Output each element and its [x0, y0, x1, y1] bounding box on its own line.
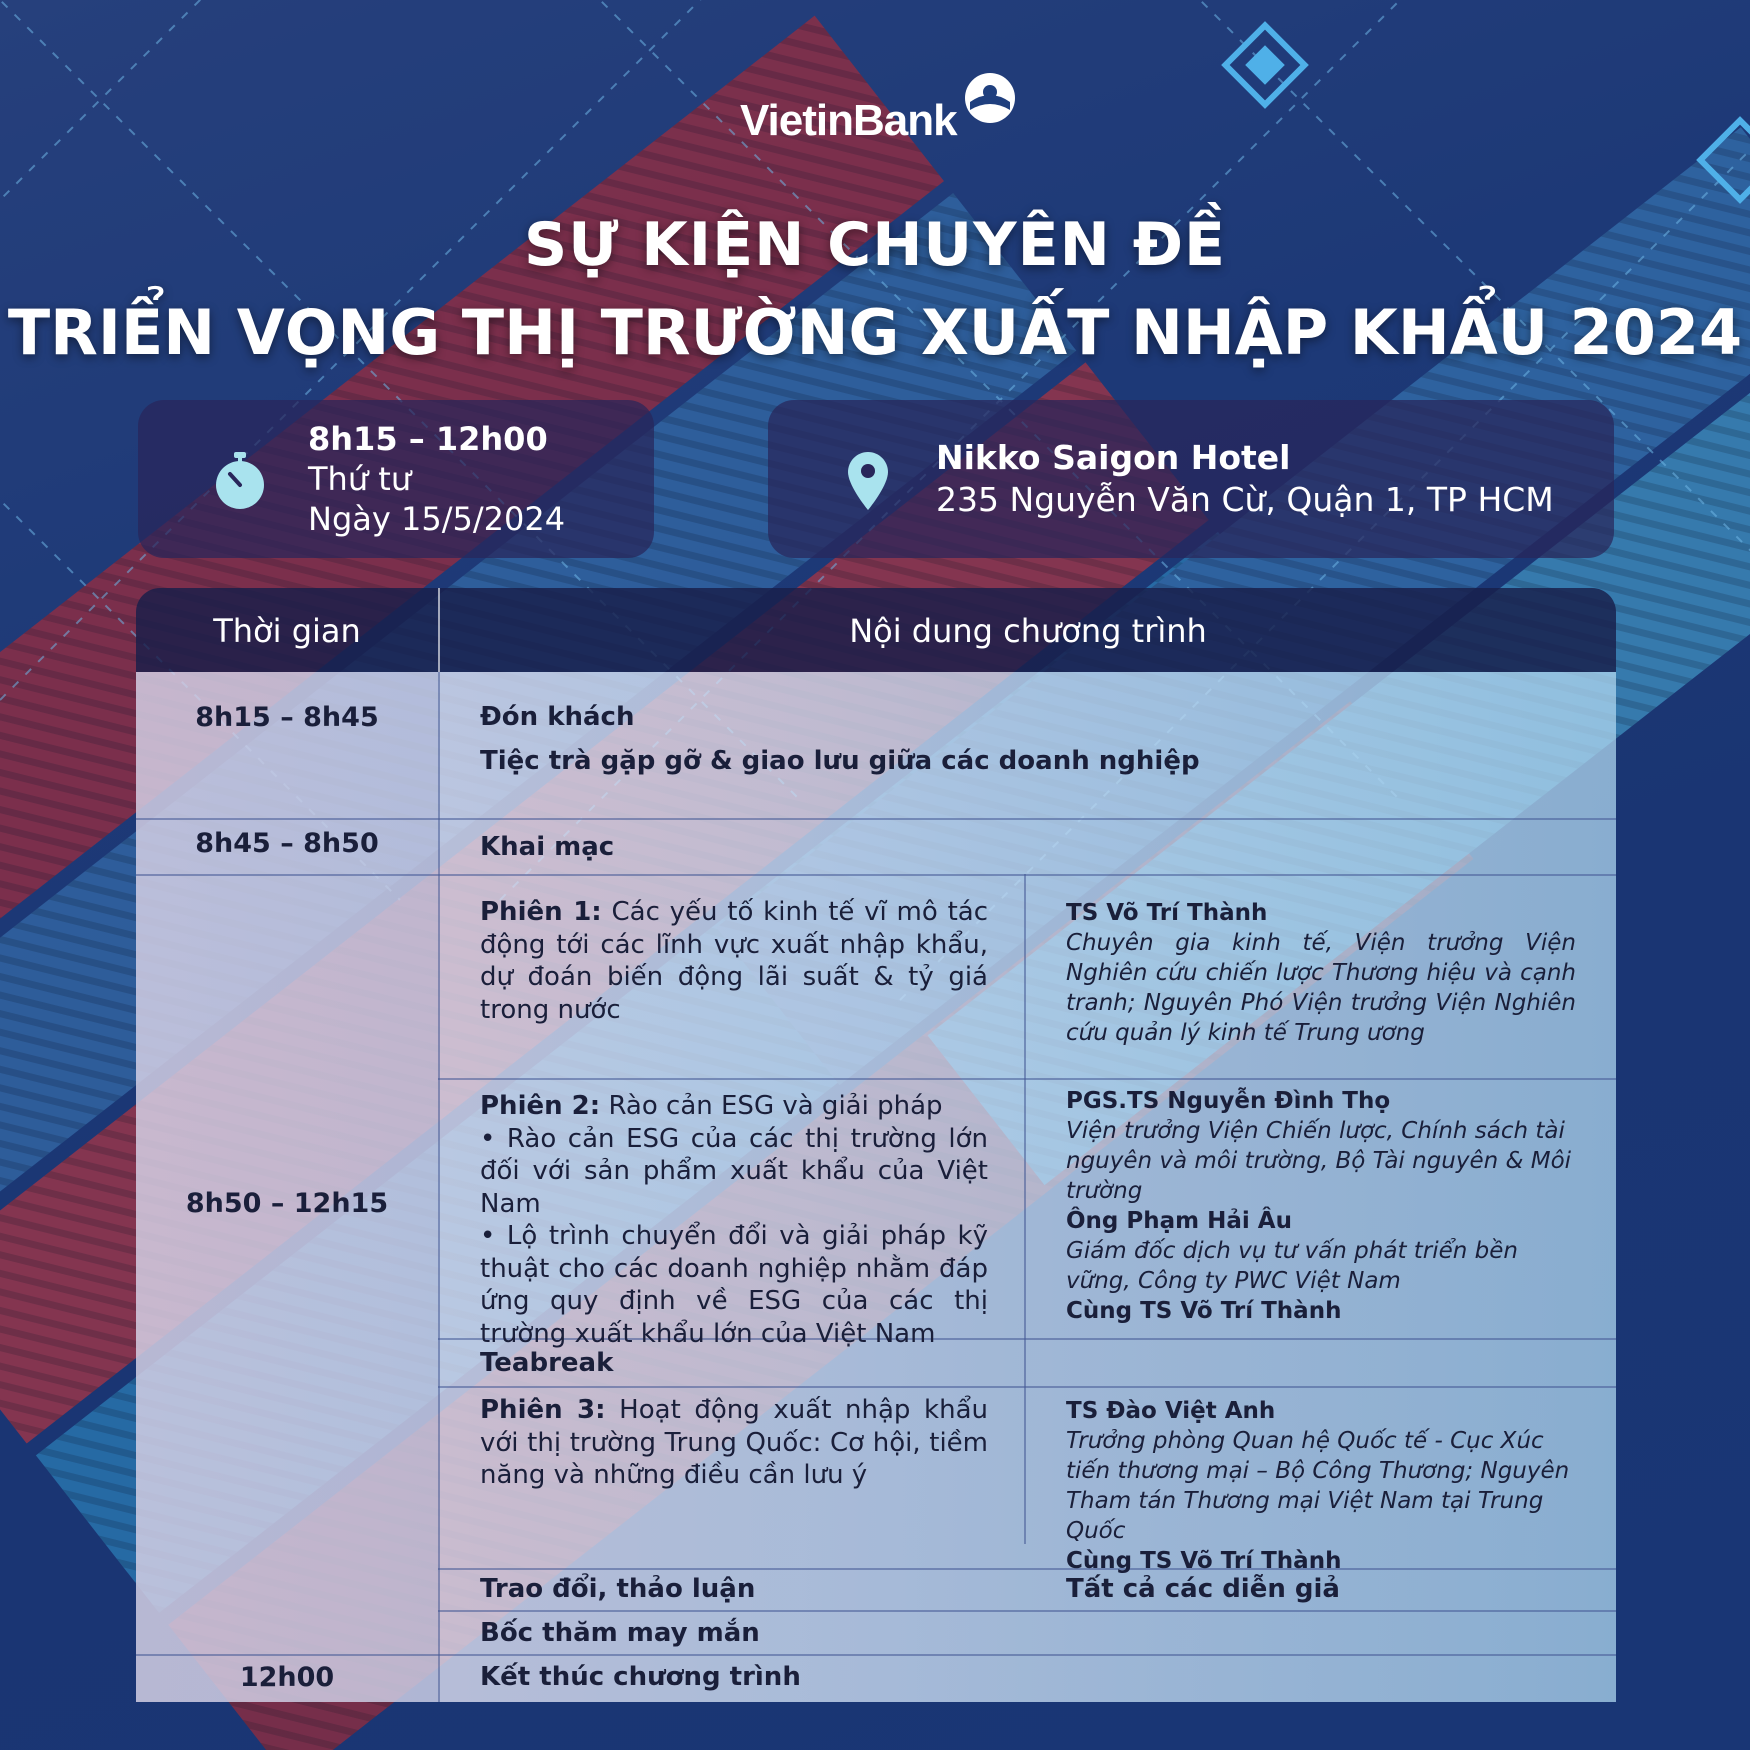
session-3-text: Hoạt động xuất nhập khẩu với thị trường Trung Quốc: Cơ hội, tiềm năng và những điều cần lưu ý [480, 1395, 988, 1490]
row-divider [136, 818, 1616, 820]
session-3 [480, 1394, 988, 1492]
session-1-label: Phiên 1: [480, 897, 602, 927]
time-slot-1: 8h15 – 8h45 [195, 702, 379, 733]
row-divider [438, 1386, 1616, 1388]
stopwatch-icon [212, 452, 268, 510]
session-1-speaker [1066, 898, 1576, 1048]
welcome-title: Đón khách [480, 702, 635, 732]
event-title-line1: SỰ KIỆN CHUYÊN ĐỀ [524, 210, 1226, 280]
session-3-label: Phiên 3: [480, 1395, 606, 1425]
row-divider [136, 1654, 1616, 1656]
time-slot-3: 8h50 – 12h15 [185, 1188, 389, 1219]
session-2 [480, 1090, 988, 1350]
welcome-tea-party: Tiệc trà gặp gỡ & giao lưu giữa các doanh nghiệp [480, 746, 1200, 776]
opening-ceremony: Khai mạc [480, 832, 615, 862]
teabreak: Teabreak [480, 1348, 614, 1378]
time-slot-4: 12h00 [239, 1662, 335, 1693]
session-1-speaker-title: Chuyên gia kinh tế, Viện trưởng Viện Nghiên cứu chiến lược Thương hiệu và cạnh tranh; Nguyên Phó Viện trưởng Viện Nghiên cứu quản lý kinh tế Trung ương [1066, 930, 1576, 1046]
session-3-speaker-name: TS Đào Việt Anh [1066, 1398, 1276, 1424]
session-3-speaker [1066, 1396, 1578, 1576]
agenda-table-body [136, 672, 1616, 1702]
session-2-speaker-1-name: PGS.TS Nguyễn Đình Thọ [1066, 1088, 1391, 1114]
closing: Kết thúc chương trình [480, 1662, 801, 1692]
vietinbank-logo [740, 70, 1020, 150]
discussion-speakers: Tất cả các diễn giả [1066, 1574, 1340, 1604]
venue-address: 235 Nguyễn Văn Cừ, Quận 1, TP HCM [936, 480, 1554, 519]
time-info-box [138, 400, 654, 558]
logo-wordmark: VietinBank [740, 96, 957, 145]
row-divider [136, 874, 1616, 876]
agenda-table [136, 588, 1616, 1702]
session-2-label: Phiên 2: [480, 1091, 601, 1121]
session-2-title: Rào cản ESG và giải pháp [608, 1091, 943, 1121]
discussion: Trao đổi, thảo luận [480, 1574, 756, 1604]
event-time: 8h15 – 12h00 [308, 420, 548, 458]
event-weekday: Thứ tư [308, 460, 412, 498]
logo-mark-icon [962, 70, 1018, 126]
session-1 [480, 896, 988, 1026]
row-divider [438, 1078, 1616, 1080]
session-3-with: Cùng TS Võ Trí Thành [1066, 1548, 1342, 1574]
row-divider [438, 1610, 1616, 1612]
lucky-draw: Bốc thăm may mắn [480, 1618, 760, 1648]
session-2-speaker-1-title: Viện trưởng Viện Chiến lược, Chính sách tài nguyên và môi trường, Bộ Tài nguyên & Môi trường [1066, 1118, 1572, 1204]
time-slot-2: 8h45 – 8h50 [195, 828, 379, 859]
event-title-line2: TRIỂN VỌNG THỊ TRƯỜNG XUẤT NHẬP KHẨU 2024 [7, 296, 1743, 369]
event-date: Ngày 15/5/2024 [308, 500, 566, 538]
location-info-box [768, 400, 1614, 558]
agenda-table-header [136, 588, 1616, 672]
session-2-with: Cùng TS Võ Trí Thành [1066, 1298, 1342, 1324]
session-1-text: Các yếu tố kinh tế vĩ mô tác động tới các lĩnh vực xuất nhập khẩu, dự đoán biến động lãi suất & tỷ giá trong nước [480, 897, 988, 1025]
session-2-speaker-2-name: Ông Phạm Hải Âu [1066, 1208, 1292, 1234]
time-column [136, 672, 438, 1702]
session-2-speakers [1066, 1086, 1578, 1326]
session-2-bullet-2: • Lộ trình chuyển đổi và giải pháp kỹ thuật cho các doanh nghiệp nhằm đáp ứng quy định về ESG của các thị trường xuất khẩu lớn của Việt Nam [480, 1221, 988, 1349]
location-pin-icon [848, 452, 888, 510]
column-divider [438, 672, 440, 1702]
header-time: Thời gian [213, 612, 361, 650]
speaker-column-divider [1024, 874, 1026, 1544]
session-3-speaker-title: Trưởng phòng Quan hệ Quốc tế - Cục Xúc tiến thương mại – Bộ Công Thương; Nguyên Tham tán Thương mại Việt Nam tại Trung Quốc [1066, 1428, 1570, 1544]
header-content: Nội dung chương trình [849, 612, 1207, 650]
session-1-speaker-name: TS Võ Trí Thành [1066, 900, 1268, 926]
session-2-speaker-2-title: Giám đốc dịch vụ tư vấn phát triển bền vững, Công ty PWC Việt Nam [1066, 1238, 1519, 1294]
session-2-bullet-1: • Rào cản ESG của các thị trường lớn đối với sản phẩm xuất khẩu của Việt Nam [480, 1123, 988, 1219]
venue-name: Nikko Saigon Hotel [936, 438, 1291, 477]
